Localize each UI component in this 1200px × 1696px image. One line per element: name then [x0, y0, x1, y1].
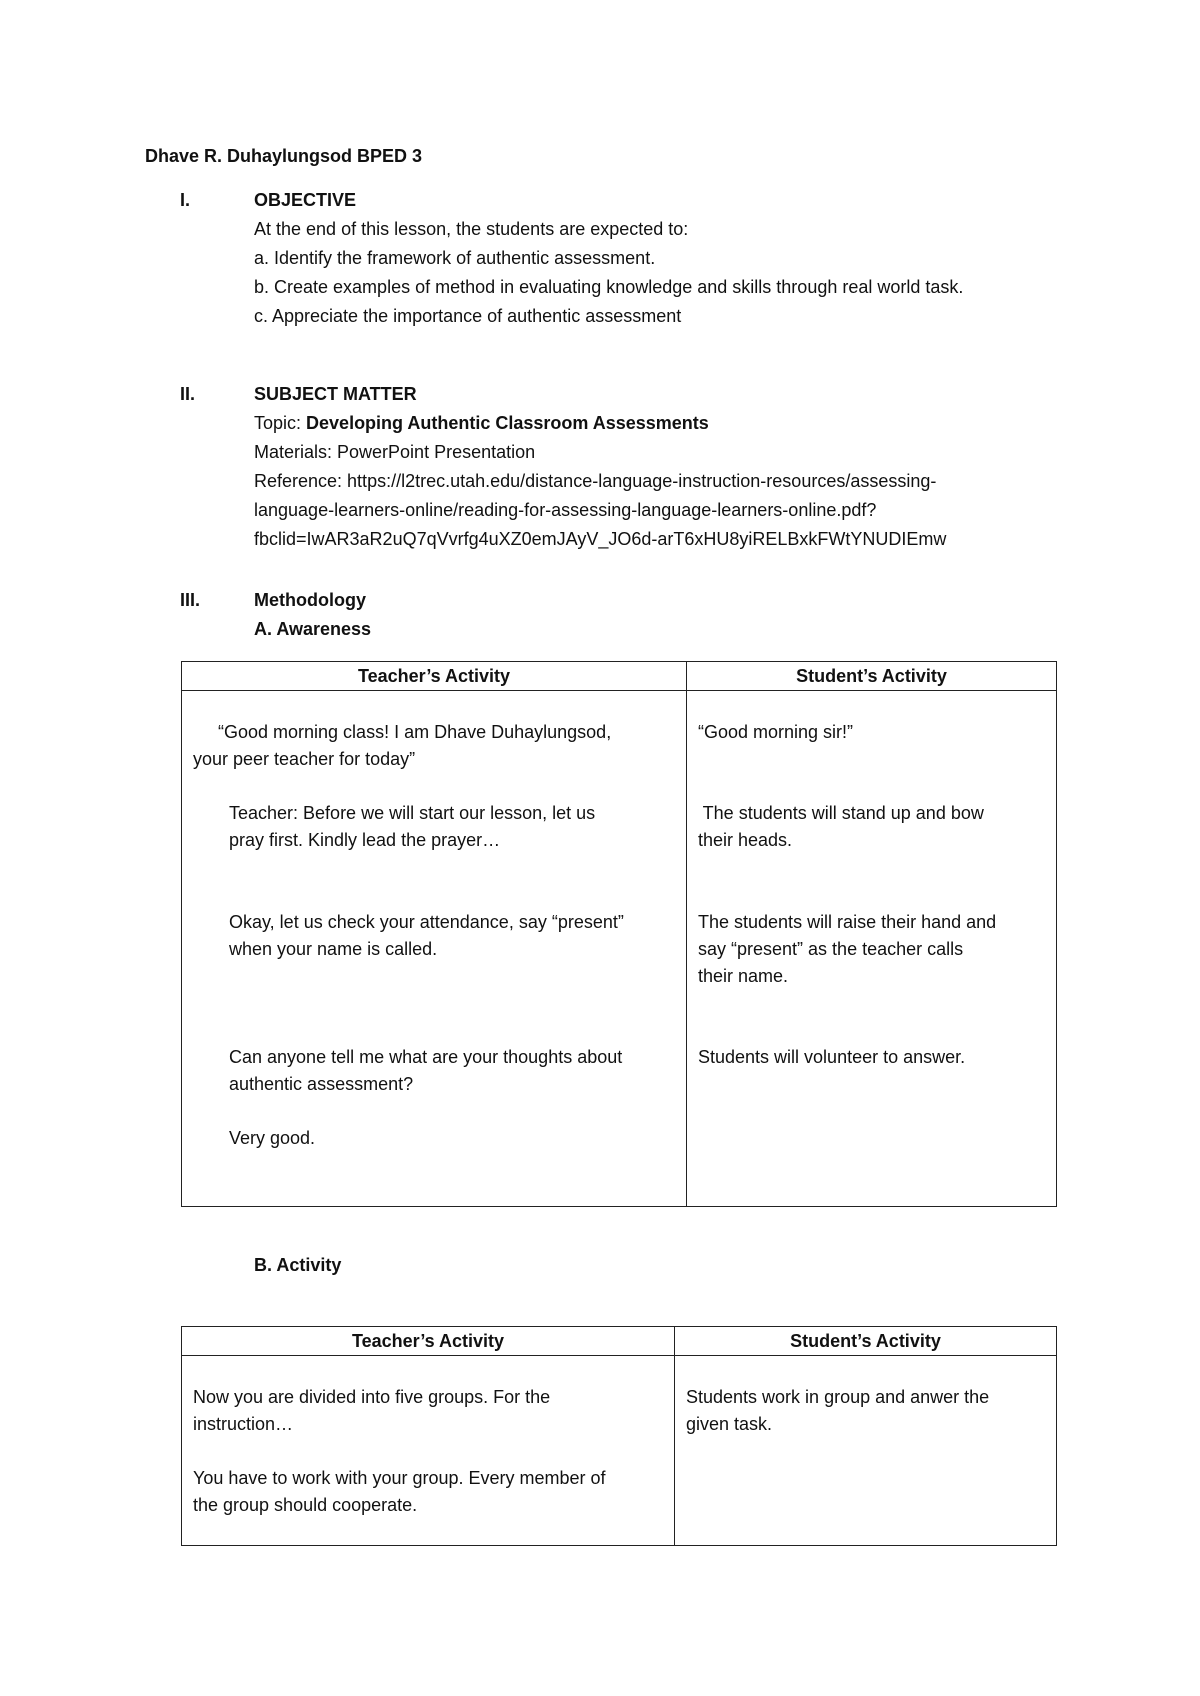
- student-line: The students will raise their hand and: [698, 912, 997, 932]
- student-line: given task.: [686, 1414, 773, 1434]
- methodology-numeral: III.: [180, 590, 201, 610]
- activity-header-teacher: Teacher’s Activity: [182, 1327, 675, 1356]
- student-line: The students will stand up and bow: [698, 803, 984, 823]
- student-line: their heads.: [698, 830, 793, 850]
- awareness-header-student: Student’s Activity: [687, 662, 1057, 691]
- teacher-line: Now you are divided into five groups. For the: [193, 1387, 551, 1407]
- teacher-line: authentic assessment?: [229, 1074, 414, 1094]
- subject-numeral: II.: [180, 384, 196, 404]
- teacher-line: Very good.: [229, 1128, 316, 1148]
- teacher-line: Okay, let us check your attendance, say “present”: [229, 912, 624, 932]
- topic-line: [254, 413, 709, 434]
- author-line: Dhave R. Duhaylungsod BPED 3: [145, 146, 423, 166]
- teacher-line: the group should cooperate.: [193, 1495, 418, 1515]
- objective-item: c. Appreciate the importance of authentic assessment: [254, 306, 682, 326]
- awareness-student-cell: [687, 691, 1057, 1207]
- objective-numeral: I.: [180, 190, 191, 210]
- objective-item: a. Identify the framework of authentic assessment.: [254, 248, 656, 268]
- teacher-line: You have to work with your group. Every member of: [193, 1468, 606, 1488]
- teacher-line: when your name is called.: [229, 939, 438, 959]
- reference-line: Reference: https://l2trec.utah.edu/distance-language-instruction-resources/assessing-: [254, 471, 937, 491]
- activity-table: [181, 1326, 1057, 1546]
- topic-value: Developing Authentic Classroom Assessments: [306, 413, 709, 433]
- activity-student-cell: [675, 1356, 1057, 1546]
- activity-header-student: Student’s Activity: [675, 1327, 1057, 1356]
- activity-teacher-cell: [182, 1356, 675, 1546]
- objective-intro: At the end of this lesson, the students are expected to:: [254, 219, 689, 239]
- teacher-line: “Good morning class! I am Dhave Duhaylungsod,: [218, 722, 612, 742]
- topic-label: Topic:: [254, 413, 307, 433]
- subject-title: SUBJECT MATTER: [254, 384, 417, 404]
- objective-title: OBJECTIVE: [254, 190, 357, 210]
- teacher-line: instruction…: [193, 1414, 294, 1434]
- teacher-line: Teacher: Before we will start our lesson, let us: [229, 803, 596, 823]
- materials-line: Materials: PowerPoint Presentation: [254, 442, 536, 462]
- student-line: Students will volunteer to answer.: [698, 1047, 966, 1067]
- methodology-title: Methodology: [254, 590, 366, 610]
- objective-item: b. Create examples of method in evaluating knowledge and skills through real world task.: [254, 277, 964, 297]
- awareness-header-teacher: Teacher’s Activity: [182, 662, 687, 691]
- student-line: “Good morning sir!”: [698, 722, 854, 742]
- student-line: their name.: [698, 966, 789, 986]
- student-line: Students work in group and anwer the: [686, 1387, 990, 1407]
- awareness-title: A. Awareness: [254, 619, 372, 639]
- awareness-table: [181, 661, 1057, 1207]
- reference-line: language-learners-online/reading-for-assessing-language-learners-online.pdf?: [254, 500, 877, 520]
- teacher-line: your peer teacher for today”: [193, 749, 416, 769]
- student-line: say “present” as the teacher calls: [698, 939, 964, 959]
- reference-line: fbclid=IwAR3aR2uQ7qVvrfg4uXZ0emJAyV_JO6d-arT6xHU8yiRELBxkFWtYNUDIEmw: [254, 529, 947, 549]
- activity-title: B. Activity: [254, 1255, 342, 1275]
- awareness-teacher-cell: [182, 691, 687, 1207]
- teacher-line: pray first. Kindly lead the prayer…: [229, 830, 501, 850]
- teacher-line: Can anyone tell me what are your thoughts about: [229, 1047, 623, 1067]
